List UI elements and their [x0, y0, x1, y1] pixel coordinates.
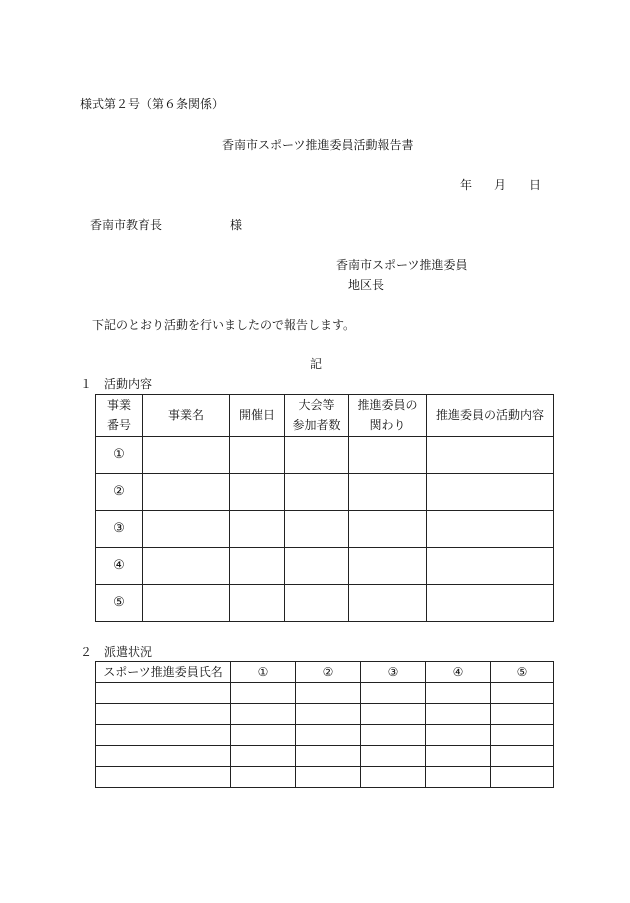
activity-table — [95, 394, 554, 622]
header-jigyo-bango: 事業 番号 — [96, 395, 143, 437]
cell-blank[interactable] — [96, 746, 231, 767]
date-year: 年 — [460, 178, 473, 192]
header-event-1: ① — [231, 662, 296, 683]
cell-blank[interactable] — [361, 704, 426, 725]
table-row — [96, 683, 554, 704]
header-participants: 大会等 参加者数 — [285, 395, 349, 437]
date-month: 月 — [494, 178, 507, 192]
cell-blank[interactable] — [96, 683, 231, 704]
cell-blank[interactable] — [427, 436, 554, 473]
row-number: ⑤ — [96, 584, 143, 621]
dispatch-table — [95, 661, 554, 788]
table-row — [96, 473, 554, 510]
section1-heading: １ 活動内容 — [80, 377, 153, 391]
activity-table-header — [96, 395, 554, 437]
sender-org: 香南市スポーツ推進委員 — [336, 258, 468, 272]
cell-blank[interactable] — [230, 473, 285, 510]
cell-blank[interactable] — [349, 584, 427, 621]
header-event-4: ④ — [426, 662, 491, 683]
table-row — [96, 725, 554, 746]
row-number: ④ — [96, 547, 143, 584]
document-title: 香南市スポーツ推進委員活動報告書 — [222, 138, 414, 152]
intro-text: 下記のとおり活動を行いましたので報告します。 — [92, 318, 356, 332]
cell-blank[interactable] — [491, 725, 554, 746]
cell-blank[interactable] — [143, 510, 230, 547]
cell-blank[interactable] — [349, 510, 427, 547]
cell-blank[interactable] — [427, 584, 554, 621]
cell-blank[interactable] — [349, 473, 427, 510]
cell-blank[interactable] — [230, 436, 285, 473]
cell-blank[interactable] — [143, 436, 230, 473]
cell-blank[interactable] — [230, 584, 285, 621]
cell-blank[interactable] — [426, 683, 491, 704]
cell-blank[interactable] — [426, 746, 491, 767]
header-event-2: ② — [296, 662, 361, 683]
cell-blank[interactable] — [491, 704, 554, 725]
table-row — [96, 547, 554, 584]
date-day: 日 — [529, 178, 542, 192]
ki-heading: 記 — [310, 357, 323, 371]
cell-blank[interactable] — [361, 746, 426, 767]
table-row — [96, 436, 554, 473]
header-jigyo-mei: 事業名 — [143, 395, 230, 437]
cell-blank[interactable] — [285, 547, 349, 584]
cell-blank[interactable] — [230, 547, 285, 584]
cell-blank[interactable] — [143, 584, 230, 621]
table-row — [96, 767, 554, 788]
form-number: 様式第２号（第６条関係） — [80, 97, 225, 111]
cell-blank[interactable] — [230, 510, 285, 547]
cell-blank[interactable] — [426, 725, 491, 746]
row-number: ③ — [96, 510, 143, 547]
cell-blank[interactable] — [285, 473, 349, 510]
row-number: ② — [96, 473, 143, 510]
cell-blank[interactable] — [427, 473, 554, 510]
table-row — [96, 704, 554, 725]
cell-blank[interactable] — [231, 683, 296, 704]
section2-heading: ２ 派遣状況 — [80, 645, 153, 659]
cell-blank[interactable] — [361, 767, 426, 788]
cell-blank[interactable] — [361, 725, 426, 746]
table-row — [96, 584, 554, 621]
cell-blank[interactable] — [285, 436, 349, 473]
table-row — [96, 510, 554, 547]
dispatch-table-header — [96, 662, 554, 683]
cell-blank[interactable] — [296, 746, 361, 767]
header-event-5: ⑤ — [491, 662, 554, 683]
row-number: ① — [96, 436, 143, 473]
cell-blank[interactable] — [296, 683, 361, 704]
cell-blank[interactable] — [96, 725, 231, 746]
cell-blank[interactable] — [427, 510, 554, 547]
sender-role: 地区長 — [348, 278, 385, 292]
header-event-3: ③ — [361, 662, 426, 683]
cell-blank[interactable] — [427, 547, 554, 584]
cell-blank[interactable] — [96, 767, 231, 788]
cell-blank[interactable] — [285, 510, 349, 547]
cell-blank[interactable] — [143, 473, 230, 510]
cell-blank[interactable] — [296, 767, 361, 788]
cell-blank[interactable] — [349, 436, 427, 473]
cell-blank[interactable] — [285, 584, 349, 621]
header-activity-content: 推進委員の活動内容 — [427, 395, 554, 437]
table-row — [96, 746, 554, 767]
header-member-name: スポーツ推進委員氏名 — [96, 662, 231, 683]
cell-blank[interactable] — [426, 704, 491, 725]
cell-blank[interactable] — [231, 704, 296, 725]
cell-blank[interactable] — [349, 547, 427, 584]
cell-blank[interactable] — [296, 704, 361, 725]
header-involvement: 推進委員の 関わり — [349, 395, 427, 437]
addressee-name: 香南市教育長 — [90, 218, 163, 232]
cell-blank[interactable] — [143, 547, 230, 584]
cell-blank[interactable] — [296, 725, 361, 746]
cell-blank[interactable] — [491, 683, 554, 704]
cell-blank[interactable] — [491, 746, 554, 767]
cell-blank[interactable] — [231, 725, 296, 746]
cell-blank[interactable] — [96, 704, 231, 725]
cell-blank[interactable] — [426, 767, 491, 788]
cell-blank[interactable] — [361, 683, 426, 704]
cell-blank[interactable] — [231, 767, 296, 788]
addressee-honorific: 様 — [230, 218, 243, 232]
header-kaisai-bi: 開催日 — [230, 395, 285, 437]
cell-blank[interactable] — [231, 746, 296, 767]
cell-blank[interactable] — [491, 767, 554, 788]
